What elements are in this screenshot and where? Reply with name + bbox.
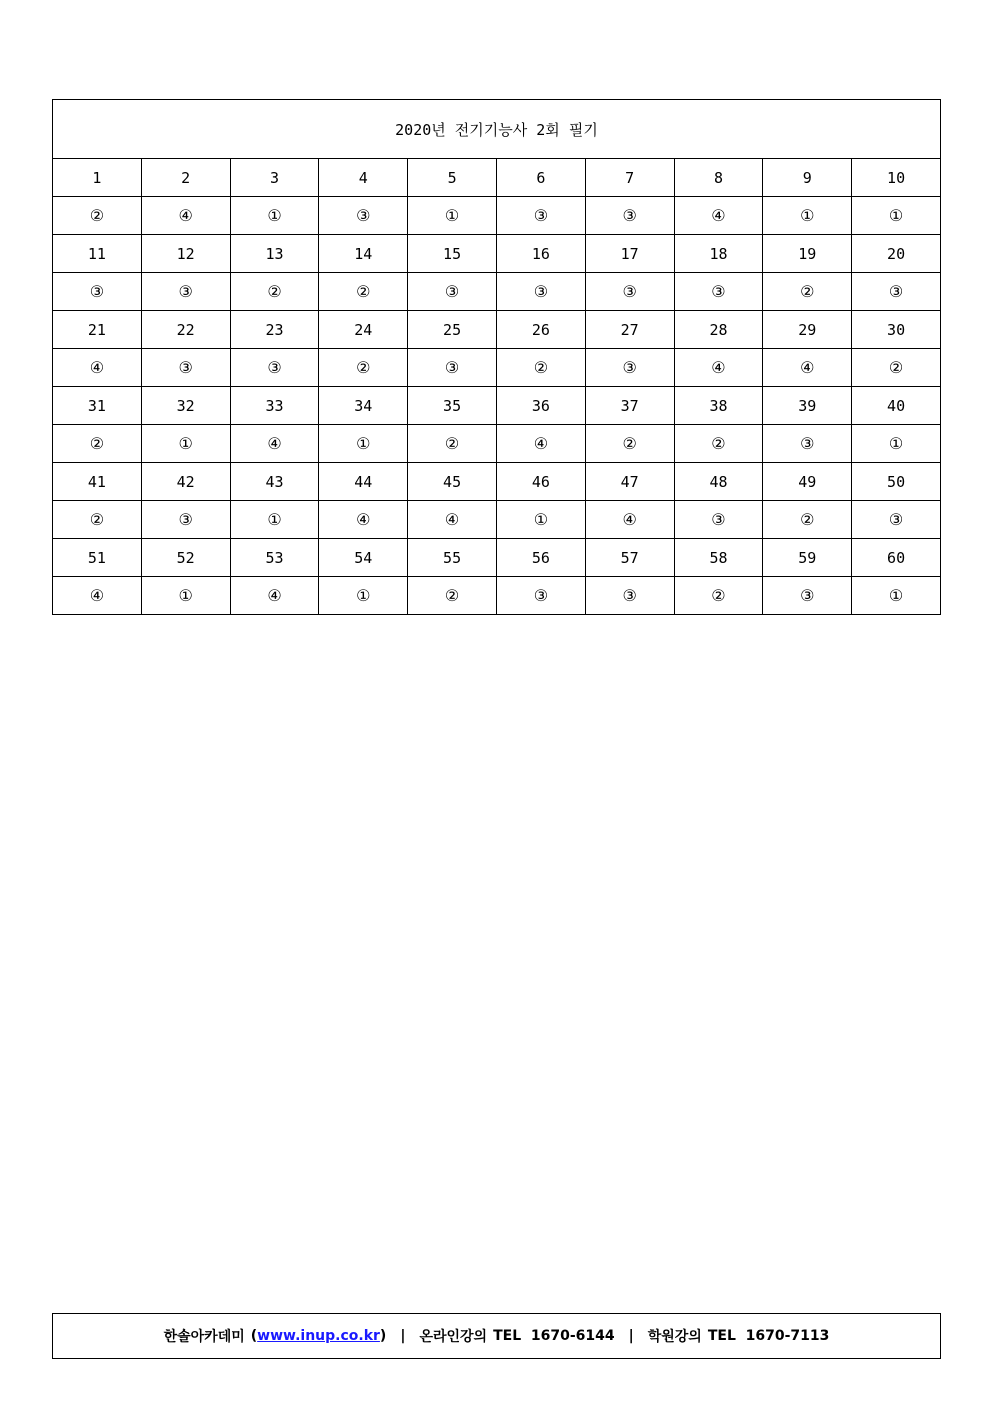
answer-cell: ① [230, 501, 319, 539]
question-number-cell: 2 [141, 159, 230, 197]
question-number-cell: 18 [674, 235, 763, 273]
answer-cell: ③ [674, 501, 763, 539]
question-number-row [53, 387, 941, 425]
answer-cell: ④ [319, 501, 408, 539]
title-row [53, 100, 941, 159]
question-number-cell: 30 [852, 311, 941, 349]
answer-cell: ② [230, 273, 319, 311]
answer-cell: ④ [585, 501, 674, 539]
answer-cell: ④ [674, 349, 763, 387]
question-number-cell: 52 [141, 539, 230, 577]
question-number-row [53, 159, 941, 197]
question-number-cell: 46 [496, 463, 585, 501]
answer-cell: ② [674, 425, 763, 463]
online-lecture-tel: TEL 1670-6144 [493, 1328, 615, 1344]
question-number-cell: 34 [319, 387, 408, 425]
question-number-cell: 57 [585, 539, 674, 577]
answer-cell: ② [319, 349, 408, 387]
answer-cell: ① [319, 425, 408, 463]
answer-cell: ③ [674, 273, 763, 311]
answer-cell: ③ [141, 273, 230, 311]
question-number-cell: 16 [496, 235, 585, 273]
answer-cell: ④ [496, 425, 585, 463]
answer-cell: ② [674, 577, 763, 615]
answer-cell: ① [763, 197, 852, 235]
question-number-cell: 19 [763, 235, 852, 273]
answer-row [53, 425, 941, 463]
answer-cell: ④ [53, 349, 142, 387]
question-number-cell: 5 [408, 159, 497, 197]
answer-cell: ③ [230, 349, 319, 387]
academy-lecture-tel: TEL 1670-7113 [707, 1328, 830, 1344]
question-number-row [53, 539, 941, 577]
question-number-cell: 42 [141, 463, 230, 501]
answer-cell: ③ [763, 425, 852, 463]
answer-cell: ④ [230, 425, 319, 463]
answer-cell: ④ [230, 577, 319, 615]
answer-cell: ③ [496, 197, 585, 235]
question-number-cell: 36 [496, 387, 585, 425]
answer-cell: ① [852, 577, 941, 615]
answer-cell: ③ [763, 577, 852, 615]
answer-cell: ② [408, 425, 497, 463]
question-number-cell: 39 [763, 387, 852, 425]
answer-cell: ④ [141, 197, 230, 235]
question-number-row [53, 463, 941, 501]
answer-cell: ③ [496, 577, 585, 615]
question-number-cell: 56 [496, 539, 585, 577]
question-number-cell: 10 [852, 159, 941, 197]
question-number-cell: 35 [408, 387, 497, 425]
question-number-cell: 13 [230, 235, 319, 273]
answer-row [53, 273, 941, 311]
question-number-cell: 60 [852, 539, 941, 577]
question-number-cell: 14 [319, 235, 408, 273]
question-number-cell: 23 [230, 311, 319, 349]
answer-cell: ② [585, 425, 674, 463]
question-number-cell: 49 [763, 463, 852, 501]
question-number-cell: 37 [585, 387, 674, 425]
question-number-row [53, 235, 941, 273]
question-number-cell: 53 [230, 539, 319, 577]
answer-cell: ① [408, 197, 497, 235]
answer-cell: ③ [585, 273, 674, 311]
open-paren: ( [250, 1328, 258, 1344]
question-number-cell: 29 [763, 311, 852, 349]
answer-cell: ③ [496, 273, 585, 311]
question-number-cell: 21 [53, 311, 142, 349]
question-number-cell: 59 [763, 539, 852, 577]
answer-key-body [53, 100, 941, 615]
question-number-cell: 25 [408, 311, 497, 349]
question-number-cell: 11 [53, 235, 142, 273]
answer-cell: ② [496, 349, 585, 387]
question-number-cell: 47 [585, 463, 674, 501]
question-number-cell: 12 [141, 235, 230, 273]
answer-cell: ③ [141, 349, 230, 387]
answer-cell: ③ [53, 273, 142, 311]
answer-cell: ① [319, 577, 408, 615]
answer-cell: ② [53, 501, 142, 539]
question-number-cell: 28 [674, 311, 763, 349]
footer-banner [52, 1313, 941, 1359]
answer-cell: ② [53, 425, 142, 463]
website-link[interactable]: www.inup.co.kr [257, 1328, 380, 1344]
answer-cell: ② [53, 197, 142, 235]
question-number-cell: 15 [408, 235, 497, 273]
question-number-cell: 24 [319, 311, 408, 349]
academy-lecture-label: 학원강의 [647, 1329, 702, 1345]
question-number-cell: 43 [230, 463, 319, 501]
question-number-cell: 6 [496, 159, 585, 197]
answer-row [53, 197, 941, 235]
question-number-cell: 48 [674, 463, 763, 501]
question-number-cell: 41 [53, 463, 142, 501]
answer-cell: ③ [141, 501, 230, 539]
question-number-cell: 58 [674, 539, 763, 577]
answer-cell: ① [230, 197, 319, 235]
answer-cell: ② [763, 501, 852, 539]
question-number-cell: 54 [319, 539, 408, 577]
answer-key-table [52, 99, 941, 615]
question-number-cell: 20 [852, 235, 941, 273]
question-number-row [53, 311, 941, 349]
question-number-cell: 9 [763, 159, 852, 197]
question-number-cell: 26 [496, 311, 585, 349]
answer-cell: ② [408, 577, 497, 615]
question-number-cell: 40 [852, 387, 941, 425]
answer-row [53, 349, 941, 387]
question-number-cell: 32 [141, 387, 230, 425]
question-number-cell: 45 [408, 463, 497, 501]
answer-row [53, 501, 941, 539]
answer-cell: ③ [319, 197, 408, 235]
academy-name: 한솔아카데미 [163, 1329, 245, 1345]
question-number-cell: 4 [319, 159, 408, 197]
question-number-cell: 33 [230, 387, 319, 425]
question-number-cell: 7 [585, 159, 674, 197]
close-paren: ) [379, 1328, 387, 1344]
answer-cell: ④ [408, 501, 497, 539]
answer-cell: ① [852, 425, 941, 463]
answer-cell: ① [141, 425, 230, 463]
answer-cell: ② [763, 273, 852, 311]
online-lecture-label: 온라인강의 [419, 1329, 488, 1345]
answer-cell: ① [852, 197, 941, 235]
answer-cell: ④ [763, 349, 852, 387]
question-number-cell: 8 [674, 159, 763, 197]
answer-cell: ③ [585, 197, 674, 235]
answer-cell: ④ [53, 577, 142, 615]
question-number-cell: 27 [585, 311, 674, 349]
question-number-cell: 22 [141, 311, 230, 349]
question-number-cell: 51 [53, 539, 142, 577]
question-number-cell: 38 [674, 387, 763, 425]
answer-cell: ① [496, 501, 585, 539]
answer-cell: ① [141, 577, 230, 615]
answer-cell: ③ [852, 501, 941, 539]
answer-cell: ③ [585, 349, 674, 387]
question-number-cell: 3 [230, 159, 319, 197]
question-number-cell: 31 [53, 387, 142, 425]
answer-cell: ④ [674, 197, 763, 235]
answer-cell: ③ [585, 577, 674, 615]
footer-separator-2: | [628, 1328, 634, 1344]
footer-separator-1: | [400, 1328, 406, 1344]
question-number-cell: 50 [852, 463, 941, 501]
question-number-cell: 17 [585, 235, 674, 273]
answer-cell: ③ [852, 273, 941, 311]
answer-cell: ② [319, 273, 408, 311]
question-number-cell: 55 [408, 539, 497, 577]
question-number-cell: 44 [319, 463, 408, 501]
answer-cell: ② [852, 349, 941, 387]
answer-row [53, 577, 941, 615]
question-number-cell: 1 [53, 159, 142, 197]
sheet-title: 2020년 전기기능사 2회 필기 [53, 100, 941, 159]
answer-cell: ③ [408, 349, 497, 387]
answer-cell: ③ [408, 273, 497, 311]
